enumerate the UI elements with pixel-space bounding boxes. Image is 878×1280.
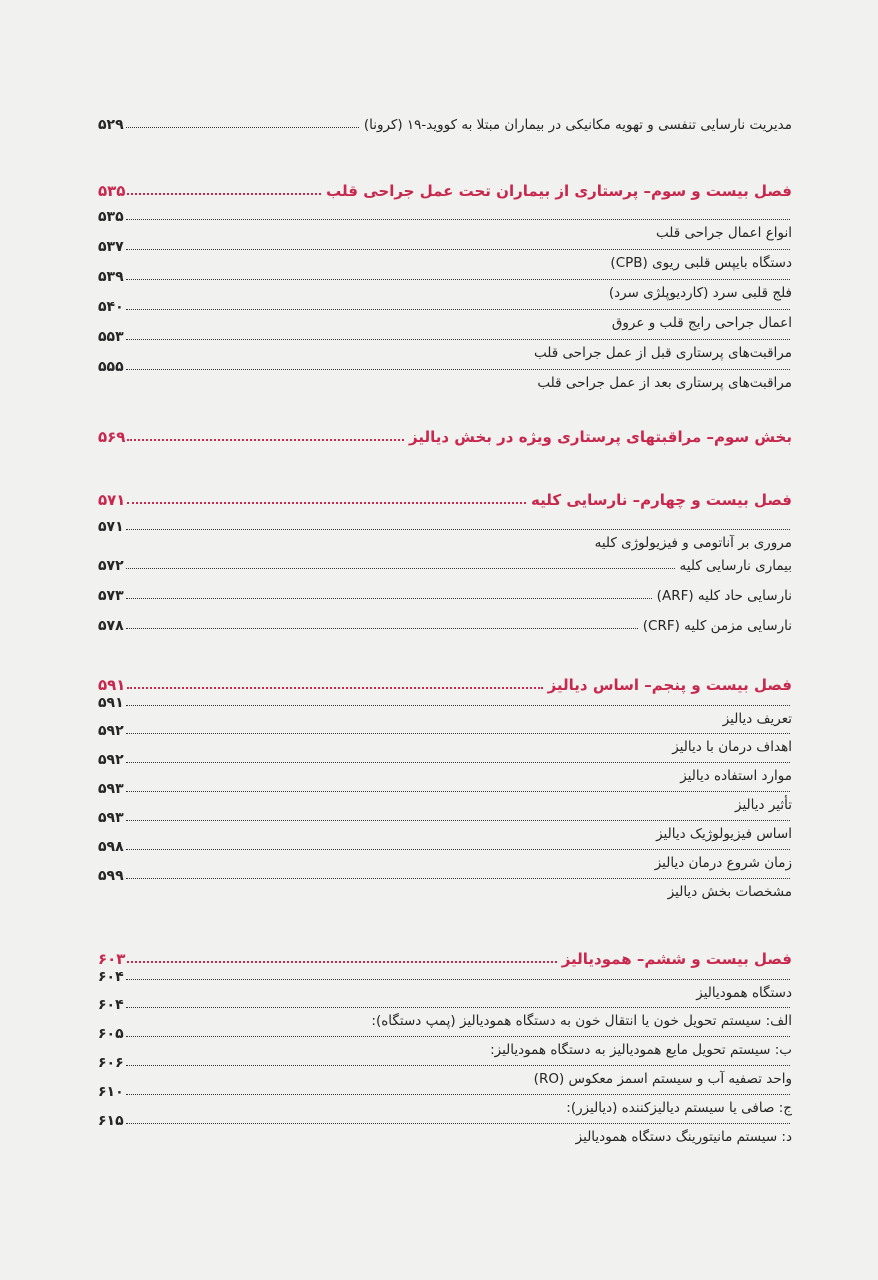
dot-leader [126, 1094, 790, 1095]
entry-title: اعمال جراحی رایج قلب و عروق [611, 315, 792, 331]
chapter-page: ۶۰۳ [98, 950, 126, 968]
toc-entry [98, 1085, 792, 1116]
toc-entry [98, 210, 792, 241]
toc-entry [98, 869, 792, 900]
toc-entry [98, 724, 792, 755]
entry-title: ب: سیستم تحویل مایع همودیالیز به دستگاه همودیالیز: [490, 1042, 792, 1058]
entry-page: ۵۷۲ [98, 558, 124, 574]
chapter-page: ۵۷۱ [98, 491, 126, 509]
dot-leader [126, 849, 790, 850]
entry-title: بیماری نارسایی کلیه [679, 557, 792, 574]
entry-title: نارسایی مزمن کلیه (CRF) [642, 617, 792, 634]
dot-leader [127, 961, 556, 963]
dot-leader [127, 687, 542, 689]
toc-entry [98, 330, 792, 361]
entry-page: ۵۵۵ [98, 359, 124, 375]
dot-leader [127, 439, 404, 441]
chapter-heading [98, 184, 792, 199]
entry-page: ۵۳۵ [98, 209, 124, 225]
entry-title: الف: سیستم تحویل خون یا انتقال خون به دستگاه همودیالیز (پمپ دستگاه): [371, 1013, 792, 1029]
dot-leader [126, 791, 790, 792]
part-title: بخش سوم– مراقبتهای پرستاری ویژه در بخش دیالیز [409, 428, 792, 446]
entry-page: ۶۰۶ [98, 1055, 124, 1071]
chapter-title: فصل بیست و ششم– همودیالیز [561, 950, 792, 968]
entry-title: نارسایی حاد کلیه (ARF) [656, 587, 792, 604]
dot-leader [126, 339, 790, 340]
toc-entry [98, 270, 792, 301]
chapter-page: ۵۹۱ [98, 676, 126, 694]
entry-page: ۵۹۸ [98, 839, 124, 855]
entry-page: ۶۰۴ [98, 969, 124, 985]
entry-title: تأثیر دیالیز [735, 797, 792, 813]
entry-title: موارد استفاده دیالیز [680, 768, 792, 784]
entry-title: انواع اعمال جراحی قلب [655, 225, 792, 241]
entry-title: مدیریت نارسایی تنفسی و تهویه مکانیکی در بیماران مبتلا به کووید-۱۹ (کرونا) [363, 116, 792, 133]
entry-title: ج: صافی یا سیستم دیالیزکننده (دیالیزر): [566, 1100, 792, 1116]
entry-title: زمان شروع درمان دیالیز [654, 855, 792, 871]
dot-leader [127, 502, 526, 504]
toc-entry [98, 360, 792, 391]
dot-leader [126, 1007, 790, 1008]
toc-entry [98, 998, 792, 1029]
chapter-heading [98, 678, 792, 693]
entry-title: مراقبت‌های پرستاری بعد از عمل جراحی قلب [537, 375, 792, 391]
entry-page: ۵۹۱ [98, 695, 124, 711]
entry-page: ۵۹۲ [98, 752, 124, 768]
part-heading [98, 430, 792, 445]
entry-title: اهداف درمان با دیالیز [672, 739, 792, 755]
chapter-title: فصل بیست و سوم– پرستاری از بیماران تحت عمل جراحی قلب [326, 182, 792, 200]
entry-title: مشخصات بخش دیالیز [667, 884, 792, 900]
entry-page: ۵۳۹ [98, 269, 124, 285]
chapter-heading [98, 493, 792, 508]
entry-page: ۵۴۰ [98, 299, 124, 315]
dot-leader [126, 820, 790, 821]
dot-leader [126, 979, 790, 980]
dot-leader [126, 219, 790, 220]
entry-page: ۶۱۵ [98, 1113, 124, 1129]
dot-leader [126, 568, 675, 569]
dot-leader [126, 598, 652, 599]
chapter-title: فصل بیست و چهارم– نارسایی کلیه [531, 491, 792, 509]
dot-leader [126, 1123, 790, 1124]
dot-leader [126, 529, 790, 530]
entry-title: تعریف دیالیز [722, 711, 792, 727]
toc-entry [98, 1114, 792, 1145]
toc-entry [98, 811, 792, 842]
toc-entry [98, 696, 792, 727]
chapter-page: ۵۳۵ [98, 182, 126, 200]
dot-leader [126, 1065, 790, 1066]
entry-page: ۵۹۳ [98, 781, 124, 797]
toc-entry [98, 1056, 792, 1087]
toc-entry [98, 589, 792, 603]
entry-title: واحد تصفیه آب و سیستم اسمز معکوس (RO) [533, 1071, 792, 1087]
part-page: ۵۶۹ [98, 428, 126, 446]
entry-page: ۵۹۹ [98, 868, 124, 884]
toc-entry [98, 240, 792, 271]
toc-entry [98, 970, 792, 1001]
entry-title: مراقبت‌های پرستاری قبل از عمل جراحی قلب [534, 345, 792, 361]
entry-title: دستگاه بایپس قلبی ریوی (CPB) [610, 255, 792, 271]
entry-page: ۶۰۴ [98, 997, 124, 1013]
dot-leader [126, 628, 638, 629]
entry-page: ۵۳۷ [98, 239, 124, 255]
entry-title: مروری بر آناتومی و فیزیولوژی کلیه [594, 535, 792, 551]
dot-leader [126, 127, 359, 128]
chapter-heading [98, 952, 792, 967]
entry-page: ۶۰۵ [98, 1026, 124, 1042]
toc-entry [98, 753, 792, 784]
toc-entry [98, 520, 792, 551]
toc-entry [98, 300, 792, 331]
toc-entry [98, 118, 792, 132]
entry-page: ۵۷۱ [98, 519, 124, 535]
dot-leader [126, 733, 790, 734]
dot-leader [126, 762, 790, 763]
toc-entry [98, 559, 792, 573]
entry-page: ۵۹۳ [98, 810, 124, 826]
toc-entry [98, 619, 792, 633]
entry-page: ۵۹۲ [98, 723, 124, 739]
entry-page: ۵۷۸ [98, 618, 124, 634]
entry-title: فلج قلبی سرد (کاردیوپلژی سرد) [608, 285, 792, 301]
dot-leader [126, 369, 790, 370]
dot-leader [126, 279, 790, 280]
dot-leader [126, 309, 790, 310]
toc-entry [98, 782, 792, 813]
entry-title: دستگاه همودیالیز [696, 985, 792, 1001]
dot-leader [126, 249, 790, 250]
entry-page: ۵۲۹ [98, 117, 124, 133]
entry-page: ۵۷۳ [98, 588, 124, 604]
dot-leader [126, 705, 790, 706]
entry-page: ۵۵۳ [98, 329, 124, 345]
dot-leader [126, 1036, 790, 1037]
entry-title: د: سیستم مانیتورینگ دستگاه همودیالیز [575, 1129, 792, 1145]
toc-entry [98, 840, 792, 871]
entry-title: اساس فیزیولوژیک دیالیز [656, 826, 792, 842]
chapter-title: فصل بیست و پنجم– اساس دیالیز [547, 676, 792, 694]
dot-leader [126, 878, 790, 879]
entry-page: ۶۱۰ [98, 1084, 124, 1100]
toc-entry [98, 1027, 792, 1058]
dot-leader [127, 193, 321, 195]
